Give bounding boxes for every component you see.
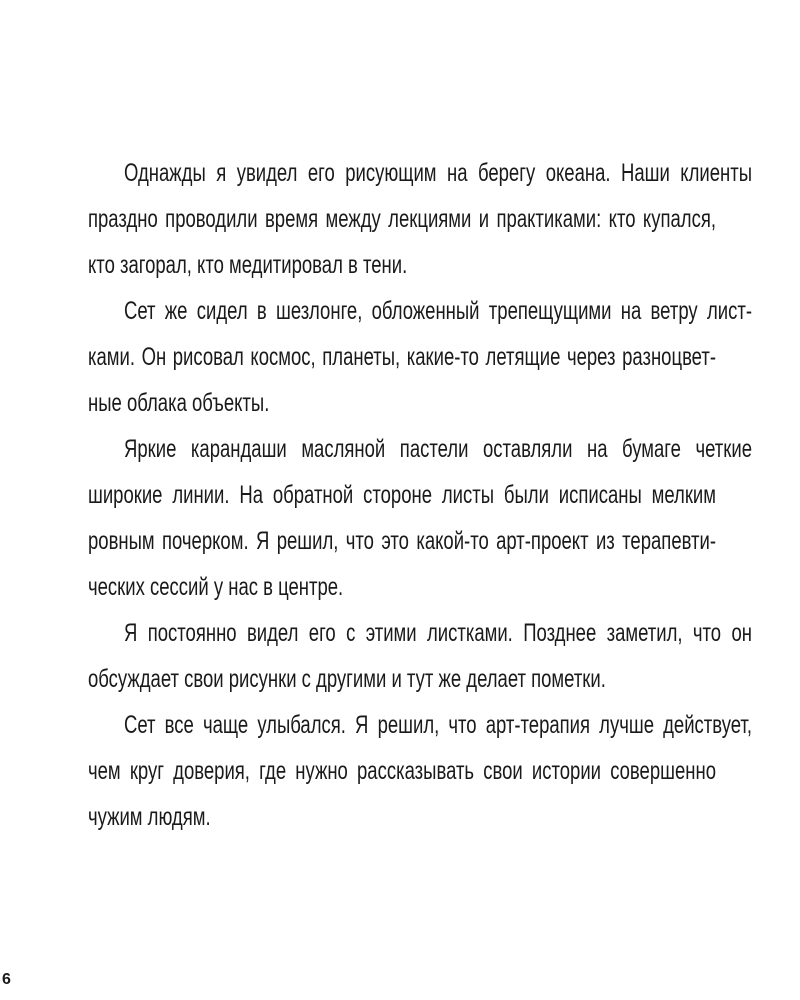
text-line: ровным почерком. Я решил, что это какой-то арт-проект из терапевти- <box>88 527 716 555</box>
text-line: обсуждает свои рисунки с другими и тут же делает пометки. <box>88 665 606 693</box>
text-line: ческих сессий у нас в центре. <box>88 573 344 601</box>
text-line: чужим людям. <box>88 803 211 831</box>
text-line: Яркие карандаши масляной пастели оставляли на бумаге четкие <box>123 435 752 463</box>
text-line: Сет же сидел в шезлонге, обложенный трепещущими на ветру лист- <box>123 297 752 325</box>
body-text <box>88 150 752 840</box>
text-line: Я постоянно видел его с этими листками. Позднее заметил, что он <box>123 619 752 647</box>
page-number: 6 <box>2 971 11 988</box>
text-line: кто загорал, кто медитировал в тени. <box>88 251 408 279</box>
text-line: Сет все чаще улыбался. Я решил, что арт-терапия лучше действует, <box>123 711 752 739</box>
text-line: Однажды я увидел его рисующим на берегу океана. Наши клиенты <box>123 159 752 187</box>
text-line: широкие линии. На обратной стороне листы были исписаны мелким <box>88 481 716 509</box>
text-line: чем круг доверия, где нужно рассказывать свои истории совершенно <box>88 757 716 785</box>
text-line: праздно проводили время между лекциями и практиками: кто купался, <box>88 205 716 233</box>
text-line: ками. Он рисовал космос, планеты, какие-то летящие через разноцвет- <box>88 343 716 371</box>
text-line: ные облака объекты. <box>88 389 270 417</box>
